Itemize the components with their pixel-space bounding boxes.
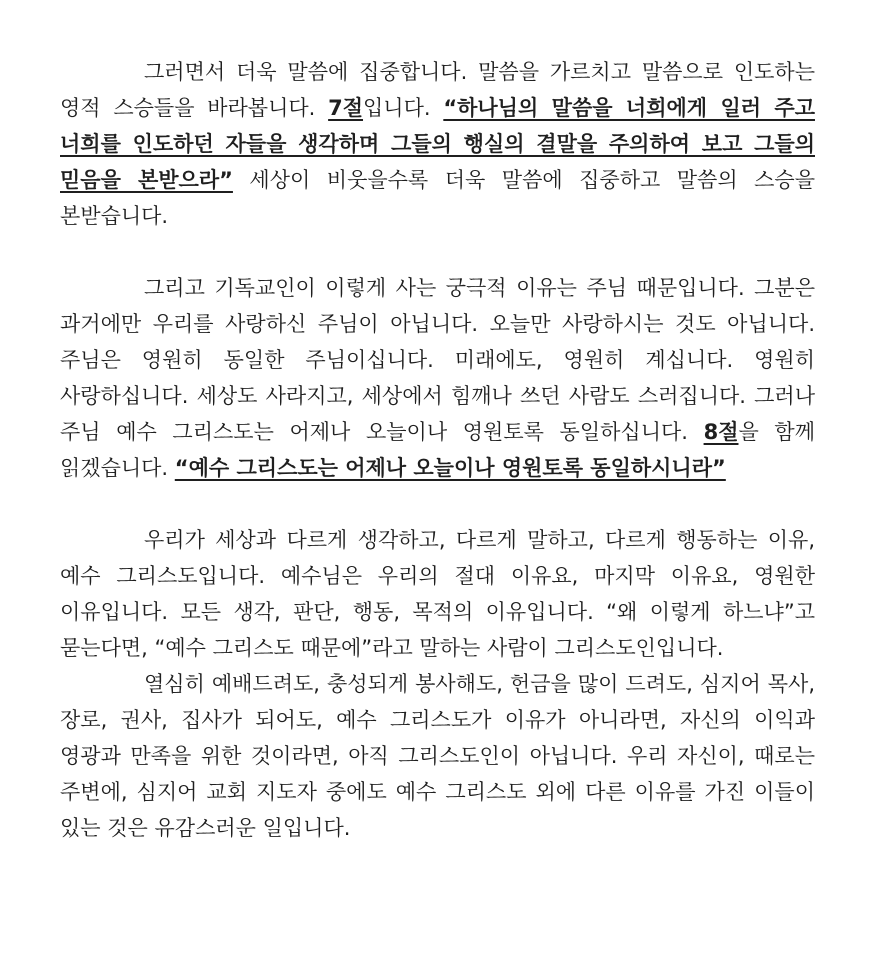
- paragraph-3: 우리가 세상과 다르게 생각하고, 다르게 말하고, 다르게 행동하는 이유, 예수 그리스도입니다. 예수님은 우리의 절대 이유요, 마지막 이유요, 영원한 이유입니다. 모든 생각, 판단, 행동, 목적의 이유입니다. “왜 이렇게 하느냐”고 묻는다면, “예수 그리스도 때문에”라고 말하는 사람이 그리스도인입니다.: [60, 528, 815, 660]
- scripture-quote-verse-7: “하나님의 말씀을 너희에게 일러 주고 너희를 인도하던 자들을 생각하며 그들의 행실의 결말을 주의하여 보고 그들의 믿음을 본받으라”: [60, 96, 815, 192]
- paragraph-1-text-b: 입니다.: [363, 96, 444, 120]
- verse-reference-7: 7절: [328, 96, 364, 120]
- paragraph-4: 열심히 예배드려도, 충성되게 봉사해도, 헌금을 많이 드려도, 심지어 목사, 장로, 권사, 집사가 되어도, 예수 그리스도가 이유가 아니라면, 자신의 이익과 영광과 만족을 위한 것이라면, 아직 그리스도인이 아닙니다. 우리 자신이, 때로는 주변에, 심지어 교회 지도자 중에도 예수 그리스도 외에 다른 이유를 가진 이들이 있는 것은 유감스러운 일입니다.: [60, 672, 815, 840]
- paragraph-1: [60, 54, 815, 234]
- paragraph-1-text-c: 세상이 비웃을수록 더욱 말씀에 집중하고 말씀의 스승을 본받습니다.: [60, 168, 815, 228]
- scripture-quote-verse-8: “예수 그리스도는 어제나 오늘이나 영원토록 동일하시니라”: [174, 456, 726, 480]
- verse-reference-8: 8절: [703, 420, 739, 444]
- paragraph-2: [60, 270, 815, 486]
- paragraph-2-text-a: 그리고 기독교인이 이렇게 사는 궁극적 이유는 주님 때문입니다. 그분은 과거에만 우리를 사랑하신 주님이 아닙니다. 오늘만 사랑하시는 것도 아닙니다. 주님은 영원히 동일한 주님이십니다. 미래에도, 영원히 계십니다. 영원히 사랑하십니다. 세상도 사라지고, 세상에서 힘깨나 쓰던 사람도 스러집니다. 그러나 주님 예수 그리스도는 어제나 오늘이나 영원토록 동일하십니다.: [60, 276, 815, 444]
- paragraph-2-text-b: 을 함께 읽겠습니다.: [60, 420, 815, 480]
- paragraph-1-text-a: 그러면서 더욱 말씀에 집중합니다. 말씀을 가르치고 말씀으로 인도하는 영적 스승들을 바라봅니다.: [60, 60, 815, 120]
